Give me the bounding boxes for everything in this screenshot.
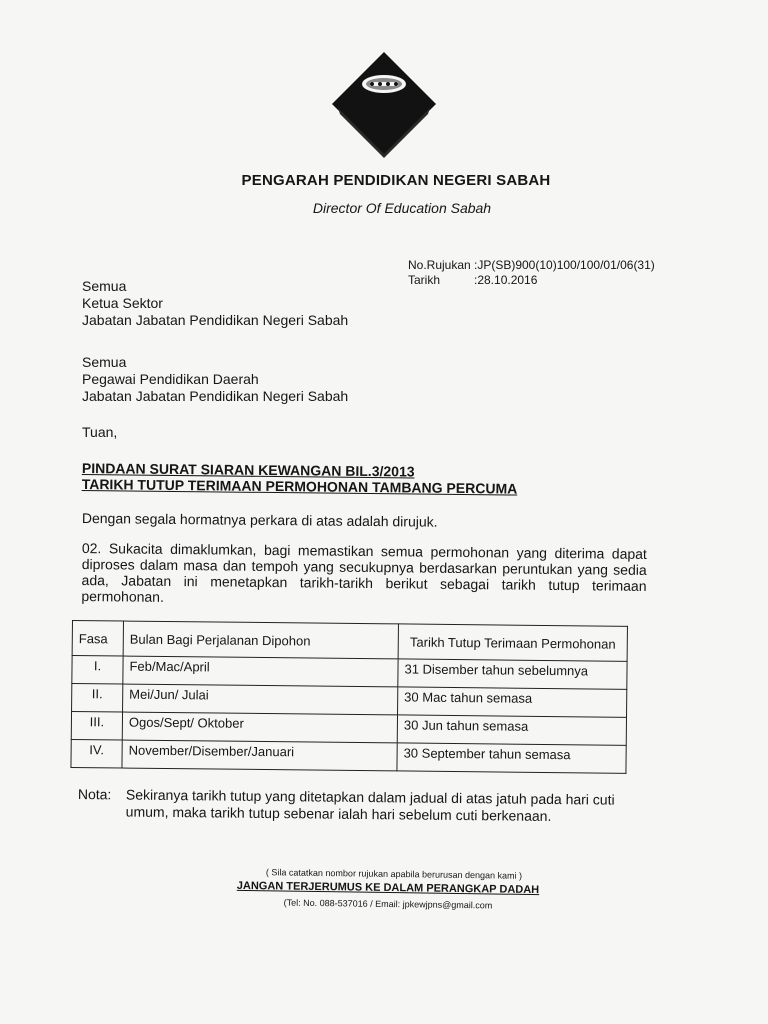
table-cell: III. bbox=[71, 712, 122, 741]
table-header-cell: Bulan Bagi Perjalanan Dipohon bbox=[123, 621, 398, 659]
table-cell: 30 Mac tahun semasa bbox=[398, 687, 627, 717]
footer-contact: (Tel: No. 088-537016 / Email: jpkewjpns@gmail.com bbox=[283, 897, 493, 911]
paragraph-2: 02. Sukacita dimaklumkan, bagi memastikan semua permohonan yang diterima dapat diproses dalam masa dan tempoh yang secukupnya berdasarkan peruntukan yang sedia ada, Jabatan ini menetapkan tarikh-tarikh berikut sebagai tarikh tutup terimaan permohonan. bbox=[81, 540, 647, 605]
page-subtitle: Director Of Education Sabah bbox=[312, 200, 492, 216]
table-cell: Mei/Jun/ Julai bbox=[123, 684, 398, 715]
recipient-line: Pegawai Pendidikan Daerah bbox=[82, 371, 259, 387]
footer-reference-note: ( Sila catatkan nombor rujukan apabila berurusan dengan kami ) bbox=[265, 867, 523, 881]
table-header-row bbox=[72, 621, 627, 662]
recipient-line: Ketua Sektor bbox=[82, 295, 163, 311]
subject-heading bbox=[82, 460, 518, 497]
table-cell: November/Disember/Januari bbox=[122, 740, 397, 771]
sabah-education-crest-icon bbox=[328, 48, 440, 160]
date-label: Tarikh bbox=[408, 273, 441, 287]
reference-label: No.Rujukan bbox=[408, 258, 471, 272]
subject-line-2: TARIKH TUTUP TERIMAAN PERMOHONAN TAMBANG PERCUMA bbox=[81, 475, 518, 497]
table-cell: 30 Jun tahun semasa bbox=[397, 715, 626, 745]
letter-date: :28.10.2016 bbox=[474, 273, 538, 287]
table-cell: 31 Disember tahun sebelumnya bbox=[398, 659, 627, 689]
reference-number: :JP(SB)900(10)100/100/01/06(31) bbox=[474, 258, 655, 272]
table-row bbox=[71, 739, 626, 773]
table-cell: I. bbox=[72, 656, 123, 685]
recipient-line: Semua bbox=[82, 278, 127, 294]
table-header-cell: Tarikh Tutup Terimaan Permohonan bbox=[398, 624, 627, 661]
table-cell: IV. bbox=[71, 739, 122, 768]
subject-line-1: PINDAAN SURAT SIARAN KEWANGAN BIL.3/2013 bbox=[81, 460, 415, 480]
table-cell: 30 September tahun semasa bbox=[397, 743, 626, 773]
recipient-line: Jabatan Jabatan Pendidikan Negeri Sabah bbox=[82, 388, 349, 404]
recipient-block-2 bbox=[82, 354, 348, 405]
recipient-line: Semua bbox=[82, 354, 127, 370]
recipient-line: Jabatan Jabatan Pendidikan Negeri Sabah bbox=[82, 312, 349, 328]
table-cell: II. bbox=[72, 684, 123, 713]
table-header-cell: Fasa bbox=[72, 621, 123, 657]
salutation: Tuan, bbox=[82, 424, 118, 440]
reference-block bbox=[408, 258, 655, 288]
paragraph-1: Dengan segala hormatnya perkara di atas adalah dirujuk. bbox=[81, 510, 438, 530]
note-label: Nota: bbox=[77, 786, 112, 803]
page-title: PENGARAH PENDIDIKAN NEGERI SABAH bbox=[241, 172, 551, 189]
footer-slogan: JANGAN TERJERUMUS KE DALAM PERANGKAP DADAH bbox=[236, 879, 540, 897]
note-text: Sekiranya tarikh tutup yang ditetapkan dalam jadual di atas jatuh pada hari cuti umum, maka tarikh tutup sebenar ialah hari sebelum cuti berkenaan. bbox=[125, 786, 615, 824]
note-block bbox=[78, 786, 658, 826]
closing-date-table bbox=[70, 620, 628, 774]
recipient-block-1 bbox=[82, 278, 348, 329]
table-cell: Ogos/Sept/ Oktober bbox=[122, 712, 397, 743]
table-cell: Feb/Mac/April bbox=[123, 656, 398, 687]
